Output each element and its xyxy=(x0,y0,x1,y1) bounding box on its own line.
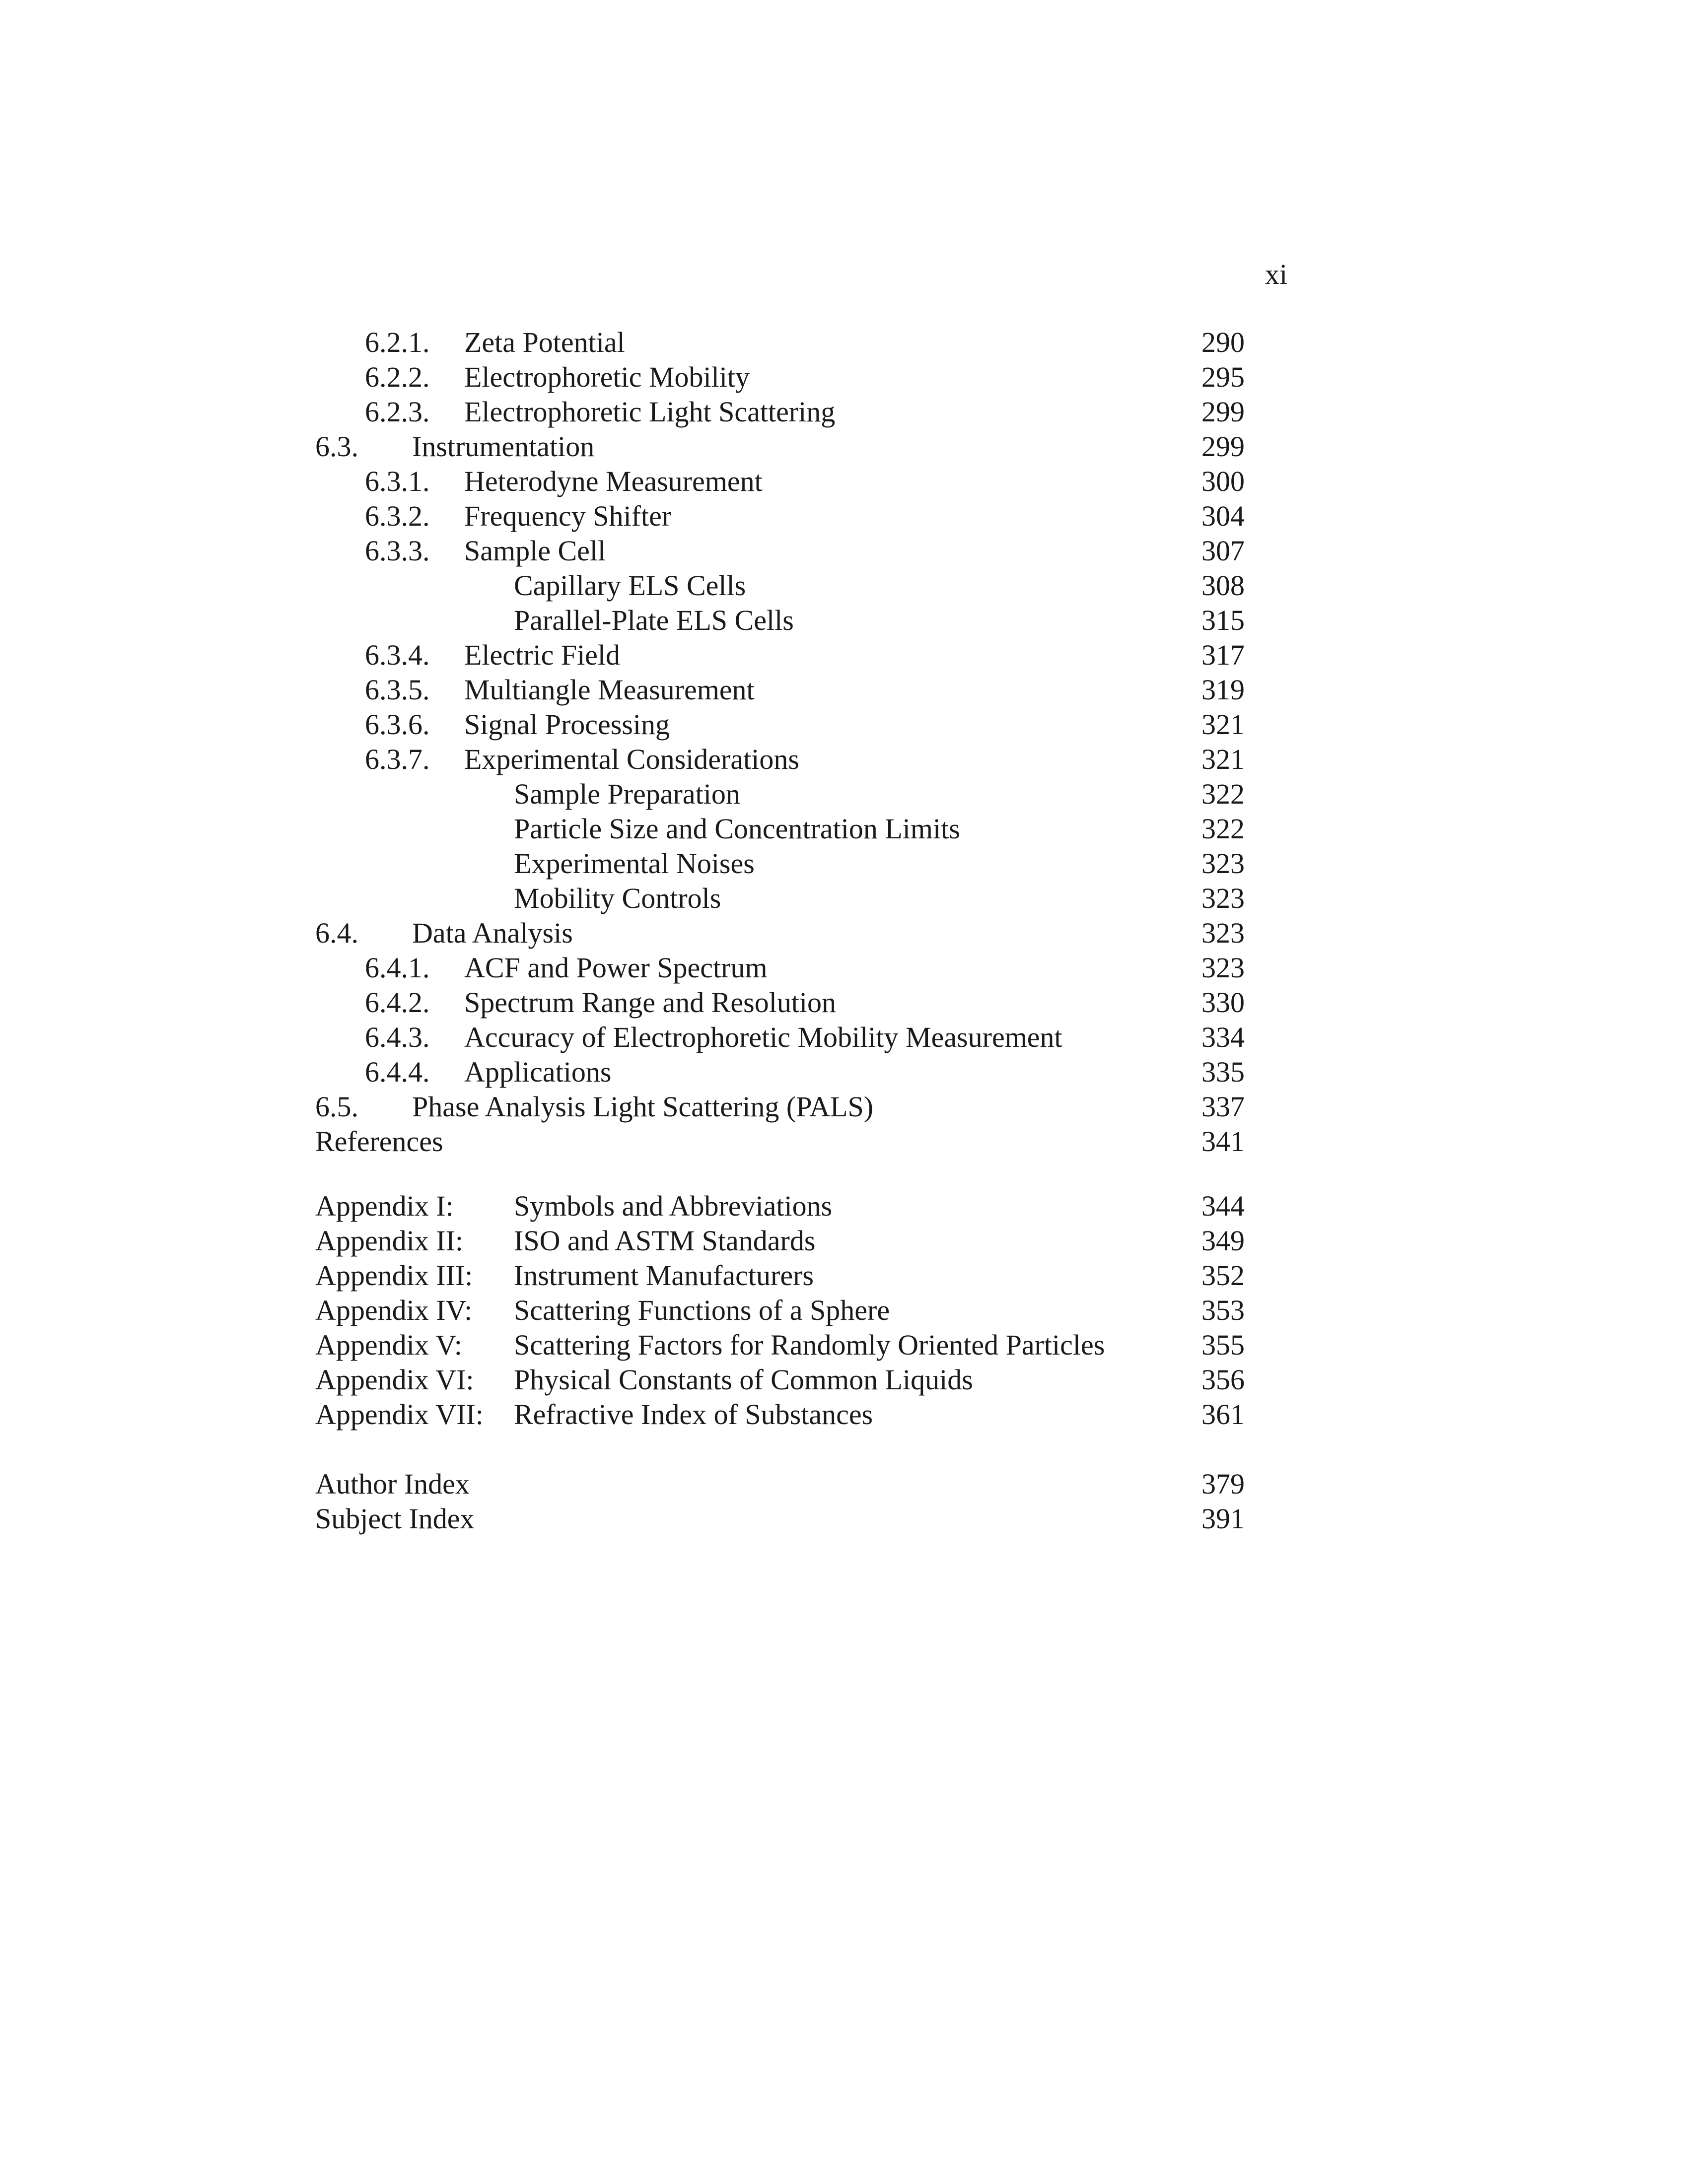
toc-entry-number: 6.5. xyxy=(315,1091,358,1123)
toc-entry-number: Appendix II: xyxy=(315,1225,463,1257)
toc-entry-page: 323 xyxy=(1201,847,1245,880)
toc-index xyxy=(0,1467,1688,1502)
toc-entry-page: 321 xyxy=(1201,708,1245,741)
toc-entry xyxy=(0,429,1688,464)
toc-entry-title: Particle Size and Concentration Limits xyxy=(514,813,960,845)
toc-entry-number: 6.3.3. xyxy=(365,535,430,567)
toc-entry-page: 330 xyxy=(1201,986,1245,1019)
toc-entry xyxy=(0,1124,1688,1159)
toc-entry-number: Appendix IV: xyxy=(315,1294,473,1326)
toc-entry xyxy=(0,881,1688,916)
toc-entry-title: Heterodyne Measurement xyxy=(464,465,763,497)
toc-entry-title: Phase Analysis Light Scattering (PALS) xyxy=(412,1091,874,1123)
toc-entry xyxy=(0,325,1688,360)
toc-entry-page: 307 xyxy=(1201,535,1245,567)
toc-entry-title: Physical Constants of Common Liquids xyxy=(514,1364,973,1396)
toc-entry-page: 335 xyxy=(1201,1056,1245,1088)
toc-entry-title: Experimental Considerations xyxy=(464,743,799,775)
toc-entry-title: Spectrum Range and Resolution xyxy=(464,986,837,1019)
toc-entry-page: 379 xyxy=(1201,1468,1245,1500)
toc-entry-page: 349 xyxy=(1201,1225,1245,1257)
toc-entry-title: Applications xyxy=(464,1056,612,1088)
toc-entry-title: ISO and ASTM Standards xyxy=(514,1225,816,1257)
toc-entry-number: 6.2.2. xyxy=(365,361,430,393)
toc-entry-title: Scattering Factors for Randomly Oriented Particles xyxy=(514,1329,1105,1361)
toc-entry-title: Sample Preparation xyxy=(514,778,740,810)
toc-entry-page: 322 xyxy=(1201,778,1245,810)
toc-entry-page: 290 xyxy=(1201,326,1245,358)
toc-entry-number: 6.2.3. xyxy=(365,396,430,428)
toc-entry xyxy=(0,499,1688,534)
toc-entry-title: Refractive Index of Substances xyxy=(514,1398,873,1431)
toc-entry-title: Mobility Controls xyxy=(514,882,721,914)
toc-entry xyxy=(0,464,1688,499)
toc-entry-page: 353 xyxy=(1201,1294,1245,1326)
toc-entry-number: 6.3.1. xyxy=(365,465,430,497)
toc-entry-page: 337 xyxy=(1201,1091,1245,1123)
toc-entry-title: Parallel-Plate ELS Cells xyxy=(514,604,794,636)
toc-appendix xyxy=(0,1328,1688,1363)
toc-entry-title: Multiangle Measurement xyxy=(464,674,755,706)
toc-entry xyxy=(0,846,1688,881)
toc-appendix xyxy=(0,1258,1688,1293)
toc-entry-page: 341 xyxy=(1201,1125,1245,1158)
toc-entry-page: 321 xyxy=(1201,743,1245,775)
toc-entry-number: 6.4.3. xyxy=(365,1021,430,1053)
toc-entry xyxy=(0,1090,1688,1124)
toc-entry-title: Subject Index xyxy=(315,1502,475,1535)
page-number: xi xyxy=(1265,258,1288,290)
toc-entry-page: 323 xyxy=(1201,917,1245,949)
toc-index xyxy=(0,1502,1688,1536)
toc-entry-number: Appendix V: xyxy=(315,1329,462,1361)
toc-entry-page: 304 xyxy=(1201,500,1245,532)
toc-entry-page: 323 xyxy=(1201,952,1245,984)
toc-entry-page: 317 xyxy=(1201,639,1245,671)
toc-entry-title: Zeta Potential xyxy=(464,326,625,358)
toc-entry-title: Data Analysis xyxy=(412,917,573,949)
toc-entry xyxy=(0,742,1688,777)
toc-entry-title: Instrumentation xyxy=(412,430,595,463)
toc-entry-number: 6.4.4. xyxy=(365,1056,430,1088)
toc-entry-number: 6.3. xyxy=(315,430,358,463)
toc-appendix xyxy=(0,1189,1688,1224)
toc-entry-number: 6.3.6. xyxy=(365,708,430,741)
toc-entry-number: 6.4. xyxy=(315,917,358,949)
toc-entry xyxy=(0,1020,1688,1055)
toc-entry-page: 308 xyxy=(1201,569,1245,602)
toc-entry-title: Author Index xyxy=(315,1468,470,1500)
toc-entry-number: 6.3.7. xyxy=(365,743,430,775)
toc-entry xyxy=(0,916,1688,951)
toc-entry-page: 299 xyxy=(1201,396,1245,428)
toc-appendix xyxy=(0,1293,1688,1328)
toc-entry-title: Experimental Noises xyxy=(514,847,755,880)
toc-entry xyxy=(0,534,1688,568)
toc-entry-number: 6.3.4. xyxy=(365,639,430,671)
toc-entry-title: References xyxy=(315,1125,443,1158)
toc-entry-title: Symbols and Abbreviations xyxy=(514,1190,833,1222)
toc-entry-title: ACF and Power Spectrum xyxy=(464,952,768,984)
toc-entry-number: 6.3.2. xyxy=(365,500,430,532)
toc-entry-number: Appendix VI: xyxy=(315,1364,474,1396)
toc-entry-page: 344 xyxy=(1201,1190,1245,1222)
toc-appendix xyxy=(0,1363,1688,1397)
toc-appendix xyxy=(0,1397,1688,1432)
toc-entry xyxy=(0,951,1688,985)
toc-appendix xyxy=(0,1224,1688,1258)
toc-entry-number: Appendix VII: xyxy=(315,1398,484,1431)
toc-entry-title: Accuracy of Electrophoretic Mobility Measurement xyxy=(464,1021,1062,1053)
toc-entry xyxy=(0,603,1688,638)
toc-entry-page: 299 xyxy=(1201,430,1245,463)
toc-entry xyxy=(0,568,1688,603)
toc-entry-number: 6.4.1. xyxy=(365,952,430,984)
toc-entry-title: Instrument Manufacturers xyxy=(514,1259,814,1292)
toc-entry-number: 6.3.5. xyxy=(365,674,430,706)
toc-entry xyxy=(0,673,1688,707)
toc-entry-page: 391 xyxy=(1201,1502,1245,1535)
toc-entry-title: Sample Cell xyxy=(464,535,606,567)
toc-entry-page: 295 xyxy=(1201,361,1245,393)
toc-entry xyxy=(0,360,1688,395)
toc-entry xyxy=(0,777,1688,812)
toc-entry-number: 6.4.2. xyxy=(365,986,430,1019)
toc-entry-page: 361 xyxy=(1201,1398,1245,1431)
toc-entry-page: 315 xyxy=(1201,604,1245,636)
toc-entry-number: Appendix I: xyxy=(315,1190,454,1222)
toc-entry xyxy=(0,707,1688,742)
toc-entry-page: 356 xyxy=(1201,1364,1245,1396)
toc-entry xyxy=(0,395,1688,429)
toc-entry xyxy=(0,638,1688,673)
toc-entry-title: Electrophoretic Light Scattering xyxy=(464,396,836,428)
toc-entry-page: 334 xyxy=(1201,1021,1245,1053)
toc-entry-number: Appendix III: xyxy=(315,1259,473,1292)
toc-entry-page: 322 xyxy=(1201,813,1245,845)
toc-entry-page: 355 xyxy=(1201,1329,1245,1361)
toc-entry-title: Electrophoretic Mobility xyxy=(464,361,750,393)
toc-entry-number: 6.2.1. xyxy=(365,326,430,358)
toc-entry xyxy=(0,985,1688,1020)
toc-entry-title: Electric Field xyxy=(464,639,621,671)
toc-entry-title: Signal Processing xyxy=(464,708,670,741)
toc-entry-title: Scattering Functions of a Sphere xyxy=(514,1294,890,1326)
toc-entry-page: 323 xyxy=(1201,882,1245,914)
toc-entry-page: 319 xyxy=(1201,674,1245,706)
toc-entry xyxy=(0,1055,1688,1090)
toc-entry-page: 352 xyxy=(1201,1259,1245,1292)
toc-entry-title: Frequency Shifter xyxy=(464,500,672,532)
toc-entry xyxy=(0,812,1688,846)
toc-entry-title: Capillary ELS Cells xyxy=(514,569,746,602)
toc-entry-page: 300 xyxy=(1201,465,1245,497)
